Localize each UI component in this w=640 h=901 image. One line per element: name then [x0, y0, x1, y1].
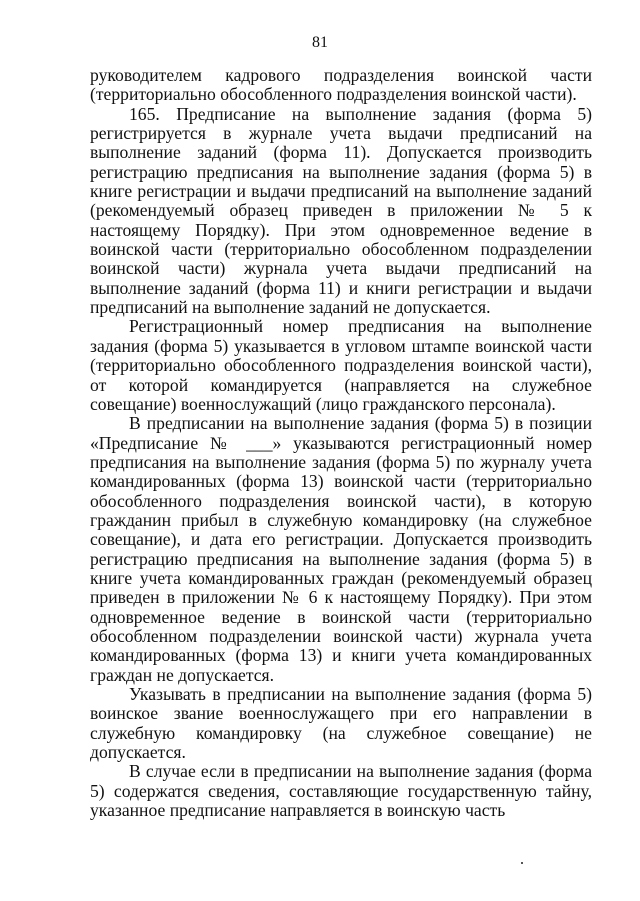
paragraph-registration-number: Регистрационный номер предписания на выполнение задания (форма 5) указывается в угловом штампе воинской части (территориально обособленного подразделения воинской части), от которой командируется (направляется на служебное совещание) военнослужащий (лицо гражданского персонала). — [90, 316, 592, 414]
body-text — [90, 66, 592, 820]
paragraph-military-rank: Указывать в предписании на выполнение задания (форма 5) воинское звание военнослужащего при его направлении в служебную командировку (на служебное совещание) не допускается. — [90, 684, 592, 763]
scan-speck — [521, 862, 523, 864]
paragraph-165: 165. Предписание на выполнение задания (форма 5) регистрируется в журнале учета выдачи предписаний на выполнение заданий (форма 11). Допускается производить регистрацию предписания на выполнение задания (форма 5) в книге регистрации и выдачи предписаний на выполнение заданий (рекомендуемый образец приведен в приложении № 5 к настоящему Порядку). При этом одновременное ведение в воинской части (территориально обособленном подразделении воинской части) журнала учета выдачи предписаний на выполнение заданий (форма 11) и книги регистрации и выдачи предписаний на выполнение заданий не допускается. — [90, 103, 592, 318]
paragraph-prescription-position: В предписании на выполнение задания (форма 5) в позиции «Предписание № ___» указываются регистрационный номер предписания на выполнение задания (форма 5) по журналу учета командированных (форма 13) воинской части (территориально обособленного подразделения воинской части), в которую гражданин прибыл в служебную командировку (на служебное совещание), и дата его регистрации. Допускается производить регистрацию предписания на выполнение задания (форма 5) в книге учета командированных граждан (рекомендуемый образец приведен в приложении № 6 к настоящему Порядку). При этом одновременное ведение в воинской части (территориально обособленном подразделении воинской части) журнала учета командированных (форма 13) и книги учета командированных граждан не допускается. — [90, 413, 592, 685]
paragraph-state-secret: В случае если в предписании на выполнение задания (форма 5) содержатся сведения, составляющие государственную тайну, указанное предписание направляется в воинскую часть — [90, 761, 592, 821]
paragraph-continuation: руководителем кадрового подразделения воинской части (территориально обособленного подразделения воинской части). — [90, 65, 592, 105]
page-number: 81 — [312, 34, 328, 51]
